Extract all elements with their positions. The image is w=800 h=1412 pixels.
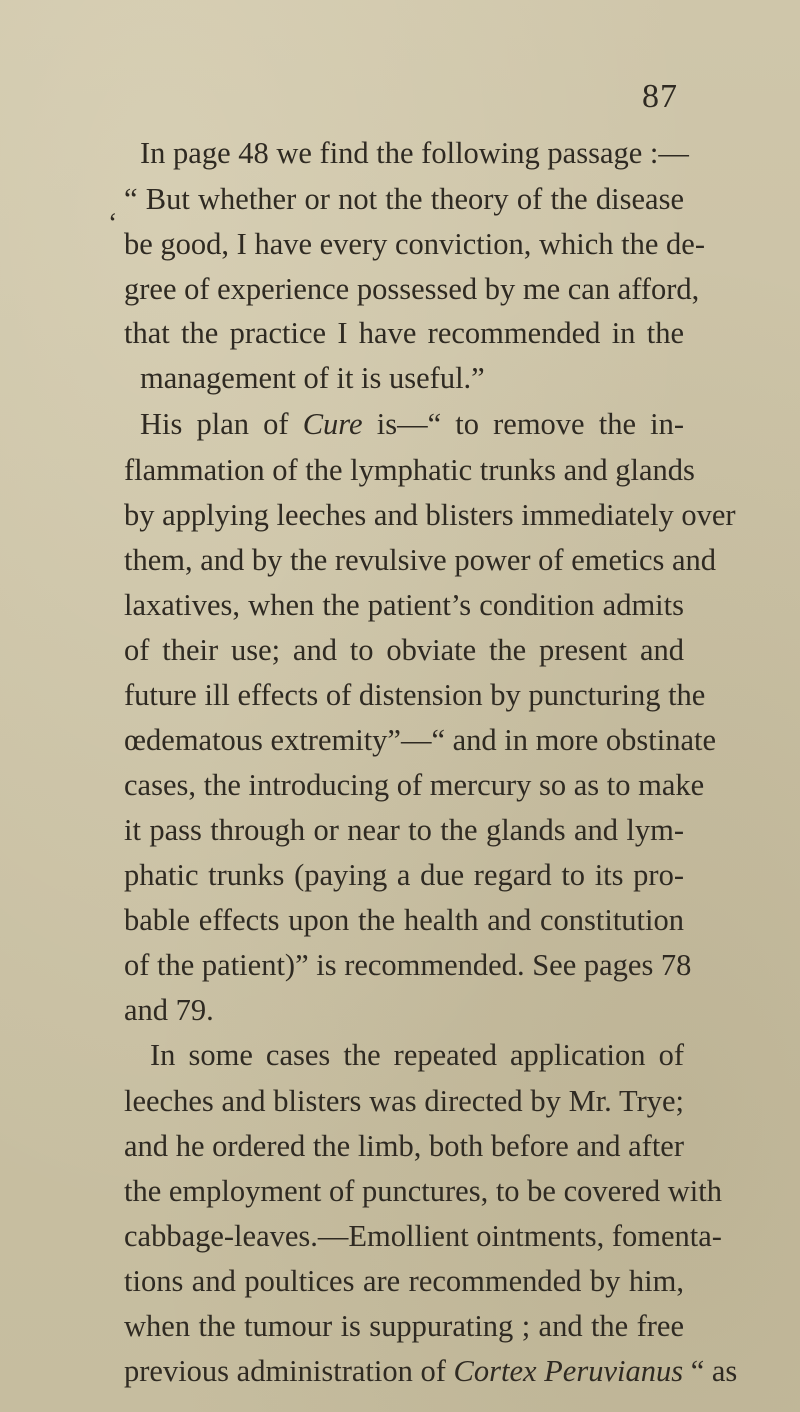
- text-line: In some cases the repeated application of: [150, 1038, 684, 1072]
- text-line: future ill effects of distension by puncturing the: [124, 678, 706, 712]
- text-line: “ But whether or not the theory of the disease: [124, 182, 684, 216]
- text-line: that the practice I have recommended in the: [124, 316, 684, 350]
- text-line: of the patient)” is recommended. See pages 78: [124, 948, 692, 982]
- text-line: flammation of the lymphatic trunks and glands: [124, 453, 695, 487]
- text-line: cases, the introducing of mercury so as to make: [124, 768, 705, 802]
- text-line: leeches and blisters was directed by Mr. Trye;: [124, 1084, 684, 1118]
- text-line: the employment of punctures, to be covered with: [124, 1174, 722, 1208]
- italic-word: Cure: [302, 407, 363, 441]
- text-line: by applying leeches and blisters immediately over: [124, 498, 736, 532]
- text-line-last: previous administration of Cortex Peruvianus “ as: [124, 1354, 738, 1388]
- text-line: them, and by the revulsive power of emetics and: [124, 543, 717, 577]
- text-line: management of it is useful.”: [140, 361, 485, 395]
- text-line: phatic trunks (paying a due regard to its pro-: [124, 858, 684, 892]
- text-line: bable effects upon the health and constitution: [124, 903, 684, 937]
- italic-phrase: Cortex Peruvianus: [453, 1354, 684, 1388]
- text-line-cure: His plan of Cure is—“ to remove the in-: [140, 407, 684, 441]
- text-line: it pass through or near to the glands and lym-: [124, 813, 684, 847]
- text-line: In page 48 we find the following passage :—: [140, 136, 689, 170]
- page-number: 87: [642, 78, 678, 115]
- text-line: and he ordered the limb, both before and after: [124, 1129, 684, 1163]
- text-line: œdematous extremity”—“ and in more obstinate: [124, 723, 717, 757]
- text-line: cabbage-leaves.—Emollient ointments, fomenta-: [124, 1219, 722, 1253]
- text-line: tions and poultices are recommended by him,: [124, 1264, 684, 1298]
- stray-quote-mark: ‘: [108, 208, 118, 239]
- text-line: of their use; and to obviate the present and: [124, 633, 684, 667]
- text-line: be good, I have every conviction, which the de-: [124, 227, 705, 261]
- text-line: gree of experience possessed by me can afford,: [124, 272, 700, 306]
- text-line: laxatives, when the patient’s condition admits: [124, 588, 684, 622]
- text-line: when the tumour is suppurating ; and the free: [124, 1309, 684, 1343]
- text-line: and 79.: [124, 993, 214, 1027]
